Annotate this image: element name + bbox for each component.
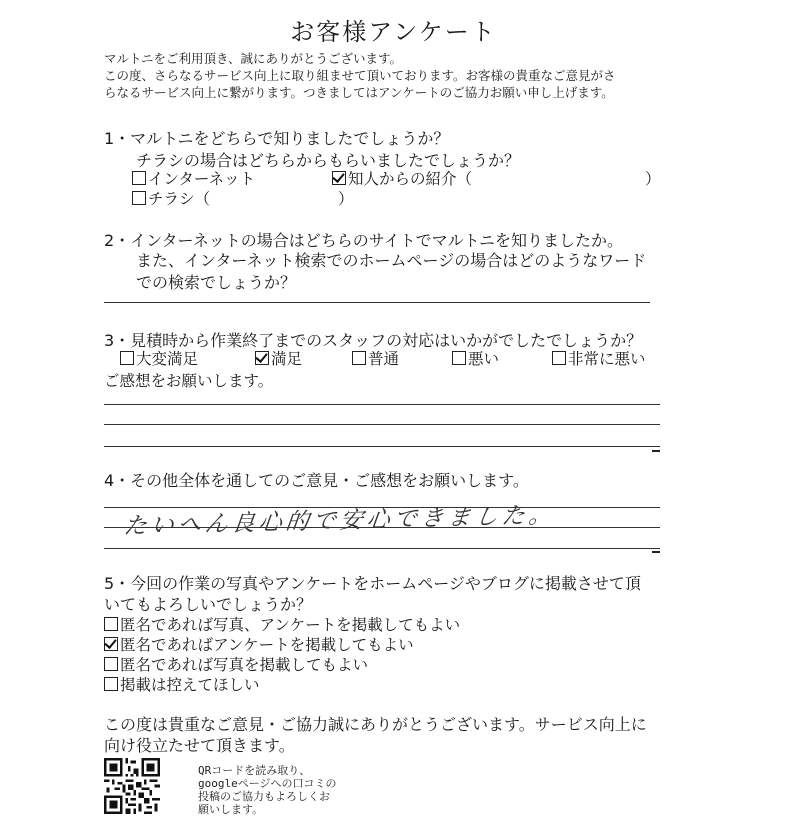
q3-question: 3・見積時から作業終了までのスタッフの対応はいかがでしたでしょうか？ xyxy=(104,331,643,350)
q4-handwritten-answer: たいへん良心的で安心できました。 xyxy=(122,502,558,540)
qr-text-line: googleページへの口コミの xyxy=(198,777,337,790)
q3-option-satisfied[interactable]: 満足 xyxy=(255,347,302,369)
line-end-mark xyxy=(652,450,660,452)
checkbox[interactable] xyxy=(132,191,146,205)
q5-question-line2: いてもよろしいでしょうか？ xyxy=(104,595,313,614)
q3-option-neutral[interactable]: 普通 xyxy=(352,347,399,369)
q3-answer-line-2[interactable] xyxy=(104,424,660,425)
closing-line-2: 向け役立たせて頂きます。 xyxy=(104,736,295,755)
q5-option-photo-only[interactable]: 匿名であれば写真を掲載してもよい xyxy=(104,653,368,675)
q5-option-decline[interactable]: 掲載は控えてほしい xyxy=(104,673,260,695)
checkbox[interactable] xyxy=(120,351,134,365)
q1-option-referral[interactable]: 知人からの紹介（ xyxy=(332,167,472,189)
q4-answer-line-3[interactable] xyxy=(104,548,660,549)
q3-comment-prompt: ご感想をお願いします。 xyxy=(104,372,274,390)
q5-option-survey-only[interactable]: 匿名であればアンケートを掲載してもよい xyxy=(104,633,414,655)
checkbox-checked[interactable] xyxy=(104,637,118,651)
qr-code-icon[interactable] xyxy=(104,758,160,814)
q1-question: 1・マルトニをどちらで知りましたでしょうか？ xyxy=(104,129,450,148)
qr-text-line: 投稿のご協力もよろしくお xyxy=(198,790,330,803)
line-end-mark xyxy=(652,551,660,553)
intro-line-2: この度、さらなるサービス向上に取り組ませて頂いております。お客様の貴重なご意見がさ xyxy=(104,68,616,83)
q3-option-bad[interactable]: 悪い xyxy=(452,347,499,369)
q1-option-internet[interactable]: インターネット xyxy=(132,167,255,189)
checkbox-checked[interactable] xyxy=(255,351,269,365)
intro-line-1: マルトニをご利用頂き、誠にありがとうございます。 xyxy=(104,51,403,66)
q5-question: 5・今回の作業の写真やアンケートをホームページやブログに掲載させて頂 xyxy=(104,574,641,593)
checkbox[interactable] xyxy=(552,351,566,365)
q2-answer-line[interactable] xyxy=(104,302,650,303)
q3-option-very-bad[interactable]: 非常に悪い xyxy=(552,347,646,369)
qr-text-line: QRコードを読み取り、 xyxy=(198,764,311,777)
q4-answer-line-2[interactable] xyxy=(104,527,660,528)
checkbox[interactable] xyxy=(452,351,466,365)
q2-question-line2: また、インターネット検索でのホームページの場合はどのようなワード xyxy=(136,251,647,270)
intro-line-3: らなるサービス向上に繋がります。つきましてはアンケートのご協力お願い申し上げます。 xyxy=(104,85,614,100)
checkbox-checked[interactable] xyxy=(332,171,346,185)
q1-referral-close: ） xyxy=(645,170,661,188)
checkbox[interactable] xyxy=(104,617,118,631)
q2-question-line3: での検索でしょうか？ xyxy=(136,273,297,292)
qr-text-line: 願いします。 xyxy=(198,803,264,816)
closing-line-1: この度は貴重なご意見・ご協力誠にありがとうございます。サービス向上に xyxy=(104,715,647,734)
survey-title: お客様アンケート xyxy=(290,18,497,46)
q3-option-very-satisfied[interactable]: 大変満足 xyxy=(120,347,198,369)
qr-instructions xyxy=(198,764,337,816)
q1-flyer-close: ） xyxy=(338,190,354,208)
q1-question-sub: チラシの場合はどちらからもらいましたでしょうか？ xyxy=(136,151,521,170)
q3-answer-line-3[interactable] xyxy=(104,446,660,447)
checkbox[interactable] xyxy=(352,351,366,365)
checkbox[interactable] xyxy=(104,677,118,691)
q5-option-photo-and-survey[interactable]: 匿名であれば写真、アンケートを掲載してもよい xyxy=(104,613,460,635)
checkbox[interactable] xyxy=(104,657,118,671)
q2-question: 2・インターネットの場合はどちらのサイトでマルトニを知りましたか。 xyxy=(104,231,623,250)
checkbox[interactable] xyxy=(132,171,146,185)
q4-question: 4・その他全体を通してのご意見・ご感想をお願いします。 xyxy=(104,471,529,490)
q3-answer-line-1[interactable] xyxy=(104,404,660,405)
q1-option-flyer[interactable]: チラシ（ xyxy=(132,187,210,209)
